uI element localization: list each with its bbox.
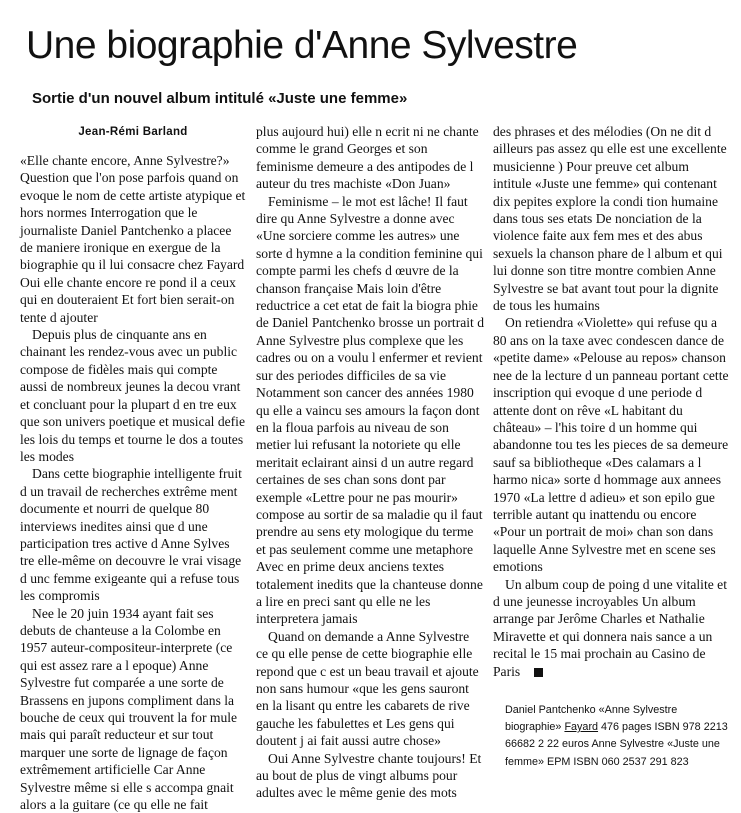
publisher-link[interactable]: Fayard (564, 721, 599, 734)
book-credits (505, 702, 729, 771)
article-title: Une biographie d'Anne Sylvestre (26, 24, 578, 67)
paragraph: Nee le 20 juin 1934 ayant fait ses debuts de chanteuse a la Colombe en 1957 auteur-compositeur-interprete (ce qui est assez rare a l epoque) Anne Sylvestre fut comparée a une sorte de Brassens en jupons compliment dans la bouche de ceux qui trouvent la for mule mais qui paraît reducteur et sur tout marquer une sorte de lignage de façon extrêmement artificielle Car Anne Sylvestre même si elle s accompa gnait alors a la guitare (ce qu elle ne fait (20, 605, 238, 813)
column-2 (256, 123, 485, 801)
paragraph: «Elle chante encore, Anne Sylvestre?» Question que l'on pose parfois quand on evoque le nom de cette artiste atypique et hors normes Interrogation que le journaliste Daniel Pantchenko a placee de maniere ironique en exergue de la biographie qu il lui consacre chez Fayard Oui elle chante encore re pond il a ceux qui en douteraient Et fort bien serait-on tente d ajouter (20, 153, 246, 325)
paragraph: Feminisme – le mot est lâche! Il faut dire qu Anne Sylvestre a donne avec «Une sorciere comme les autres» une sorte d hymne a la condition feminine qui compte parmi les chefs d œuvre de la chanson française Mais loin d'être reductrice a cet etat de fait la biogra phie de Daniel Pantchenko brosse un portrait d Anne Sylvestre plus complexe que les cadres ou on a voulu l enfermer et revient sur des periodes difficiles de sa vie Notamment son cancer des années 1980 qu elle a vaincu ses amours la façon dont en la floua parfois au niveau de son metier lui refusant la notoriete qu elle meritait eclairant ainsi d un autre regard certaines de ses chan sons dont par exemple «Lettre pour ne pas mourir» compose au sortir de sa maladie qu il faut prendre au sens ety mologique du terme et pas seulement comme une metaphore Avec en prime deux anciens textes totalement inedits que la chanteuse donne a lire en preci sant qu elle ne les interpretera jamais (256, 193, 485, 627)
paragraph (493, 576, 729, 680)
paragraph: plus aujourd hui) elle n ecrit ni ne chante comme le grand Georges et son feminisme demeure a des antipodes de l auteur du tres machiste «Don Juan» (256, 124, 479, 192)
credits-text: 476 pages ISBN 978 2213 66682 2 22 euros Anne Sylvestre «Juste une femme» EPM ISBN 060 2537 291 823 (505, 721, 728, 768)
paragraph: des phrases et des mélodies (On ne dit d ailleurs pas assez qu elle est une excellente musicienne ) Pour preuve cet album intitule «Juste une femme» qui contenant dix pepites explore la condi tion humaine dans tous ses etats De nonciation de la violence faite aux fem mes et des abus sexuels la chanson phare de l album et qui lui donne son titre montre combien Anne Sylvestre se bat avant tout pour la dignite de tous les humains (493, 124, 727, 314)
paragraph: Quand on demande a Anne Sylvestre ce qu elle pense de cette biographie elle repond que c est un beau travail et ajoute non sans humour «que les gens sauront en la lisant qu entre les cabarets de rive gauche les fabulettes et Les gens qui doutent j ai fait aussi autre chose» (256, 628, 479, 749)
paragraph-text: Un album coup de poing d une vitalite et d une jeunesse incroyables Un album arrange par Jerôme Charles et Nathalie Miravette et qui donnera nais sance a un recital le 15 mai prochain au Casino de Paris (493, 576, 727, 679)
byline: Jean-Rémi Barland (78, 126, 188, 138)
credits-text: Daniel Pantchenko «Anne Sylvestre biographie» (505, 704, 678, 734)
end-of-article-mark (534, 668, 543, 677)
article-subtitle: Sortie d'un nouvel album intitulé «Juste une femme» (32, 90, 408, 107)
paragraph: Dans cette biographie intelligente fruit d un travail de recherches extrême ment documente et nourri de quelque 80 interviews inedites ainsi que d une participation tres active d Anne Sylves tre elle-même on decouvre le vrai visage d unc femme exigeante qui a refuse tous les compromis (20, 466, 242, 604)
paragraph: Depuis plus de cinquante ans en chainant les rendez-vous avec un public compose de fidèles mais qui compte aussi de nombreux jeunes la decou vrant et concluant pour la plupart d en tre eux que son univers poetique et musical defie les lois du temps et tourne le dos a toutes les modes (20, 327, 245, 464)
column-1 (20, 121, 246, 813)
paragraph: On retiendra «Violette» qui refuse qu a 80 ans on la taxe avec condescen dance de «petite dame» «Pelouse au repos» chanson nee de la lecture d un panneau portant cette inscription qui evoque d une periode d attente dont on rêve «L habitant du château» – l'his toire d un homme qui abandonne tou tes les pieces de sa demeure sauf sa bibliotheque «Des calamars a l harmo nica» sorte d hommage aux annees 1970 «La lettre d adieu» et son epilo gue terrible autant qu inattendu ou encore «Pour un portrait de moi» chan son dans laquelle Anne Sylvestre met en scene ses emotions (493, 315, 729, 575)
paragraph: Oui Anne Sylvestre chante toujours! Et au bout de plus de vingt albums pour adultes avec le même genie des mots (256, 750, 482, 801)
column-3 (493, 123, 729, 768)
